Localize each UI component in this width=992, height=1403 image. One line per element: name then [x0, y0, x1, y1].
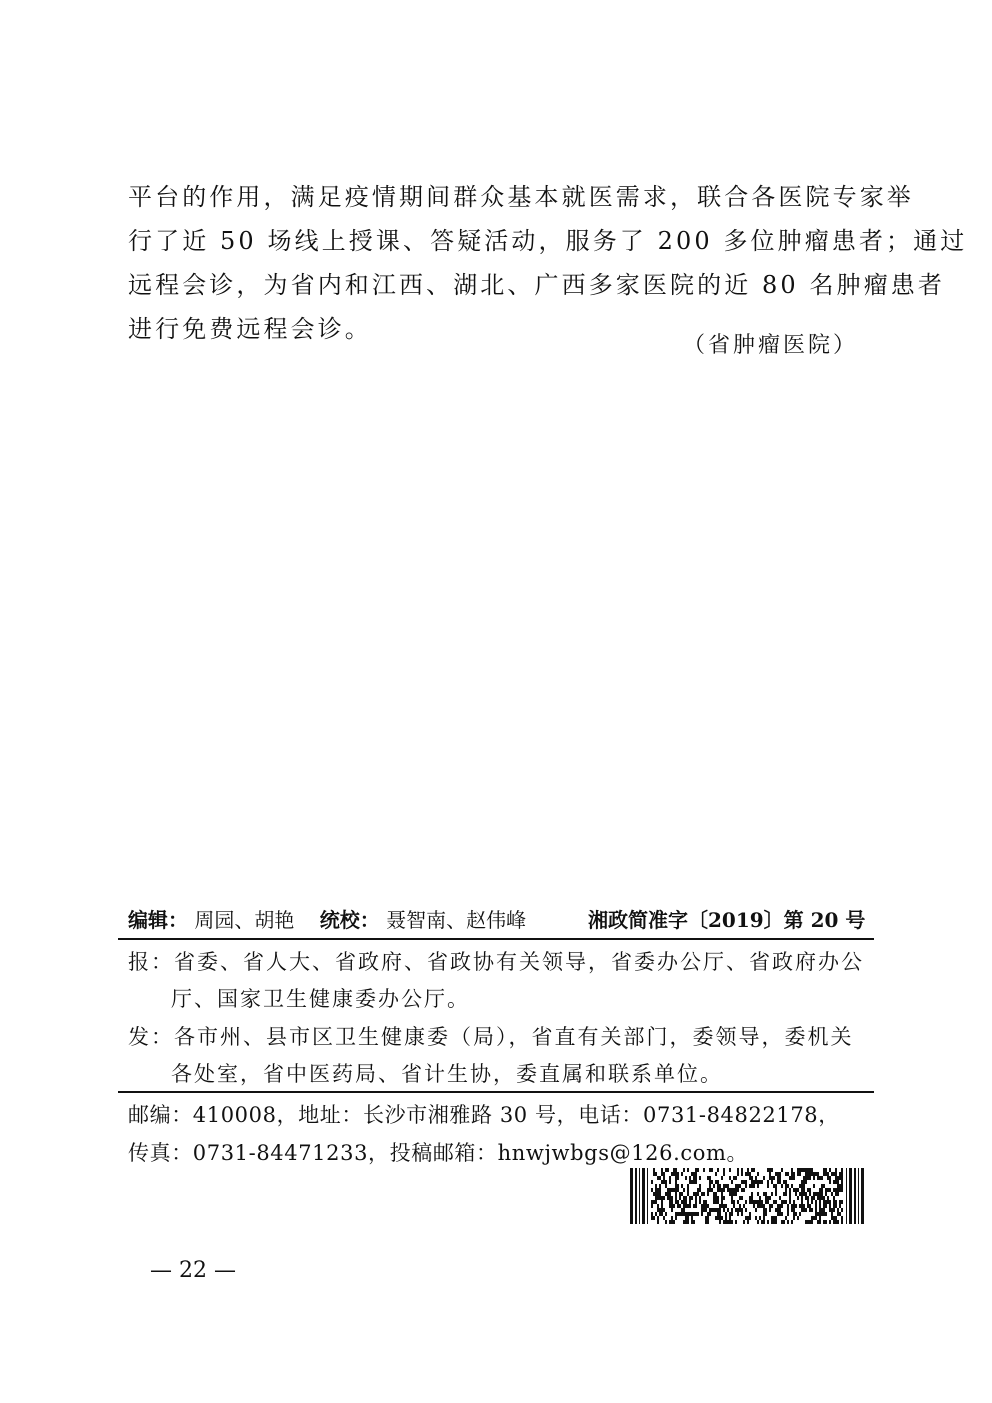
- issue-number: 湘政简准字〔2019〕第 20 号: [588, 908, 866, 932]
- page-number: — 22 —: [150, 1258, 236, 1283]
- article-source: （省肿瘤医院）: [682, 333, 858, 358]
- pdf417-barcode: [630, 1168, 866, 1224]
- paragraph-line: 远程会诊，为省内和江西、湖北、广西多家医院的近 80 名肿瘤患者: [128, 271, 945, 299]
- send-line-2: 各处室，省中医药局、省计生协，委直属和联系单位。: [171, 1062, 723, 1086]
- editor-label: 编辑: [128, 908, 168, 932]
- report-line-1: 省委、省人大、省政府、省政协有关领导，省委办公厅、省政府办公: [174, 950, 864, 974]
- send-label: 发: [128, 1025, 151, 1049]
- proofreader-label: 统校: [319, 908, 360, 932]
- editor-info-row: 编辑： 周园、胡艳 统校： 聂智南、赵伟峰 湘政简准字〔2019〕第 20 号: [128, 903, 868, 937]
- paragraph-line: 行了近 50 场线上授课、答疑活动，服务了 200 多位肿瘤患者；通过: [128, 227, 968, 255]
- report-line-2: 厅、国家卫生健康委办公厅。: [171, 987, 470, 1011]
- send-to-block: 发：各市州、县市区卫生健康委（局），省直有关部门，委领导，委机关 各处室，省中医药局、省计生协，委直属和联系单位。: [128, 1019, 873, 1093]
- contact-line-1: 邮编：410008，地址：长沙市湘雅路 30 号，电话：0731-84822178，: [128, 1103, 840, 1127]
- body-paragraph: [128, 175, 968, 351]
- divider-bottom: [118, 1091, 874, 1093]
- report-to-block: 报：省委、省人大、省政府、省政协有关领导，省委办公厅、省政府办公 厅、国家卫生健康委办公厅。: [128, 944, 873, 1018]
- paragraph-line: 进行免费远程会诊。: [128, 315, 372, 343]
- paragraph-line: 平台的作用，满足疫情期间群众基本就医需求，联合各医院专家举: [128, 183, 914, 211]
- report-label: 报: [128, 950, 151, 974]
- send-line-1: 各市州、县市区卫生健康委（局），省直有关部门，委领导，委机关: [174, 1025, 854, 1049]
- proofreader-names: 聂智南、赵伟峰: [386, 908, 527, 932]
- contact-line-2: 传真：0731-84471233，投稿邮箱：hnwjwbgs@126.com。: [128, 1141, 749, 1165]
- divider-top: [118, 938, 874, 940]
- editor-names: 周园、胡艳: [194, 908, 295, 932]
